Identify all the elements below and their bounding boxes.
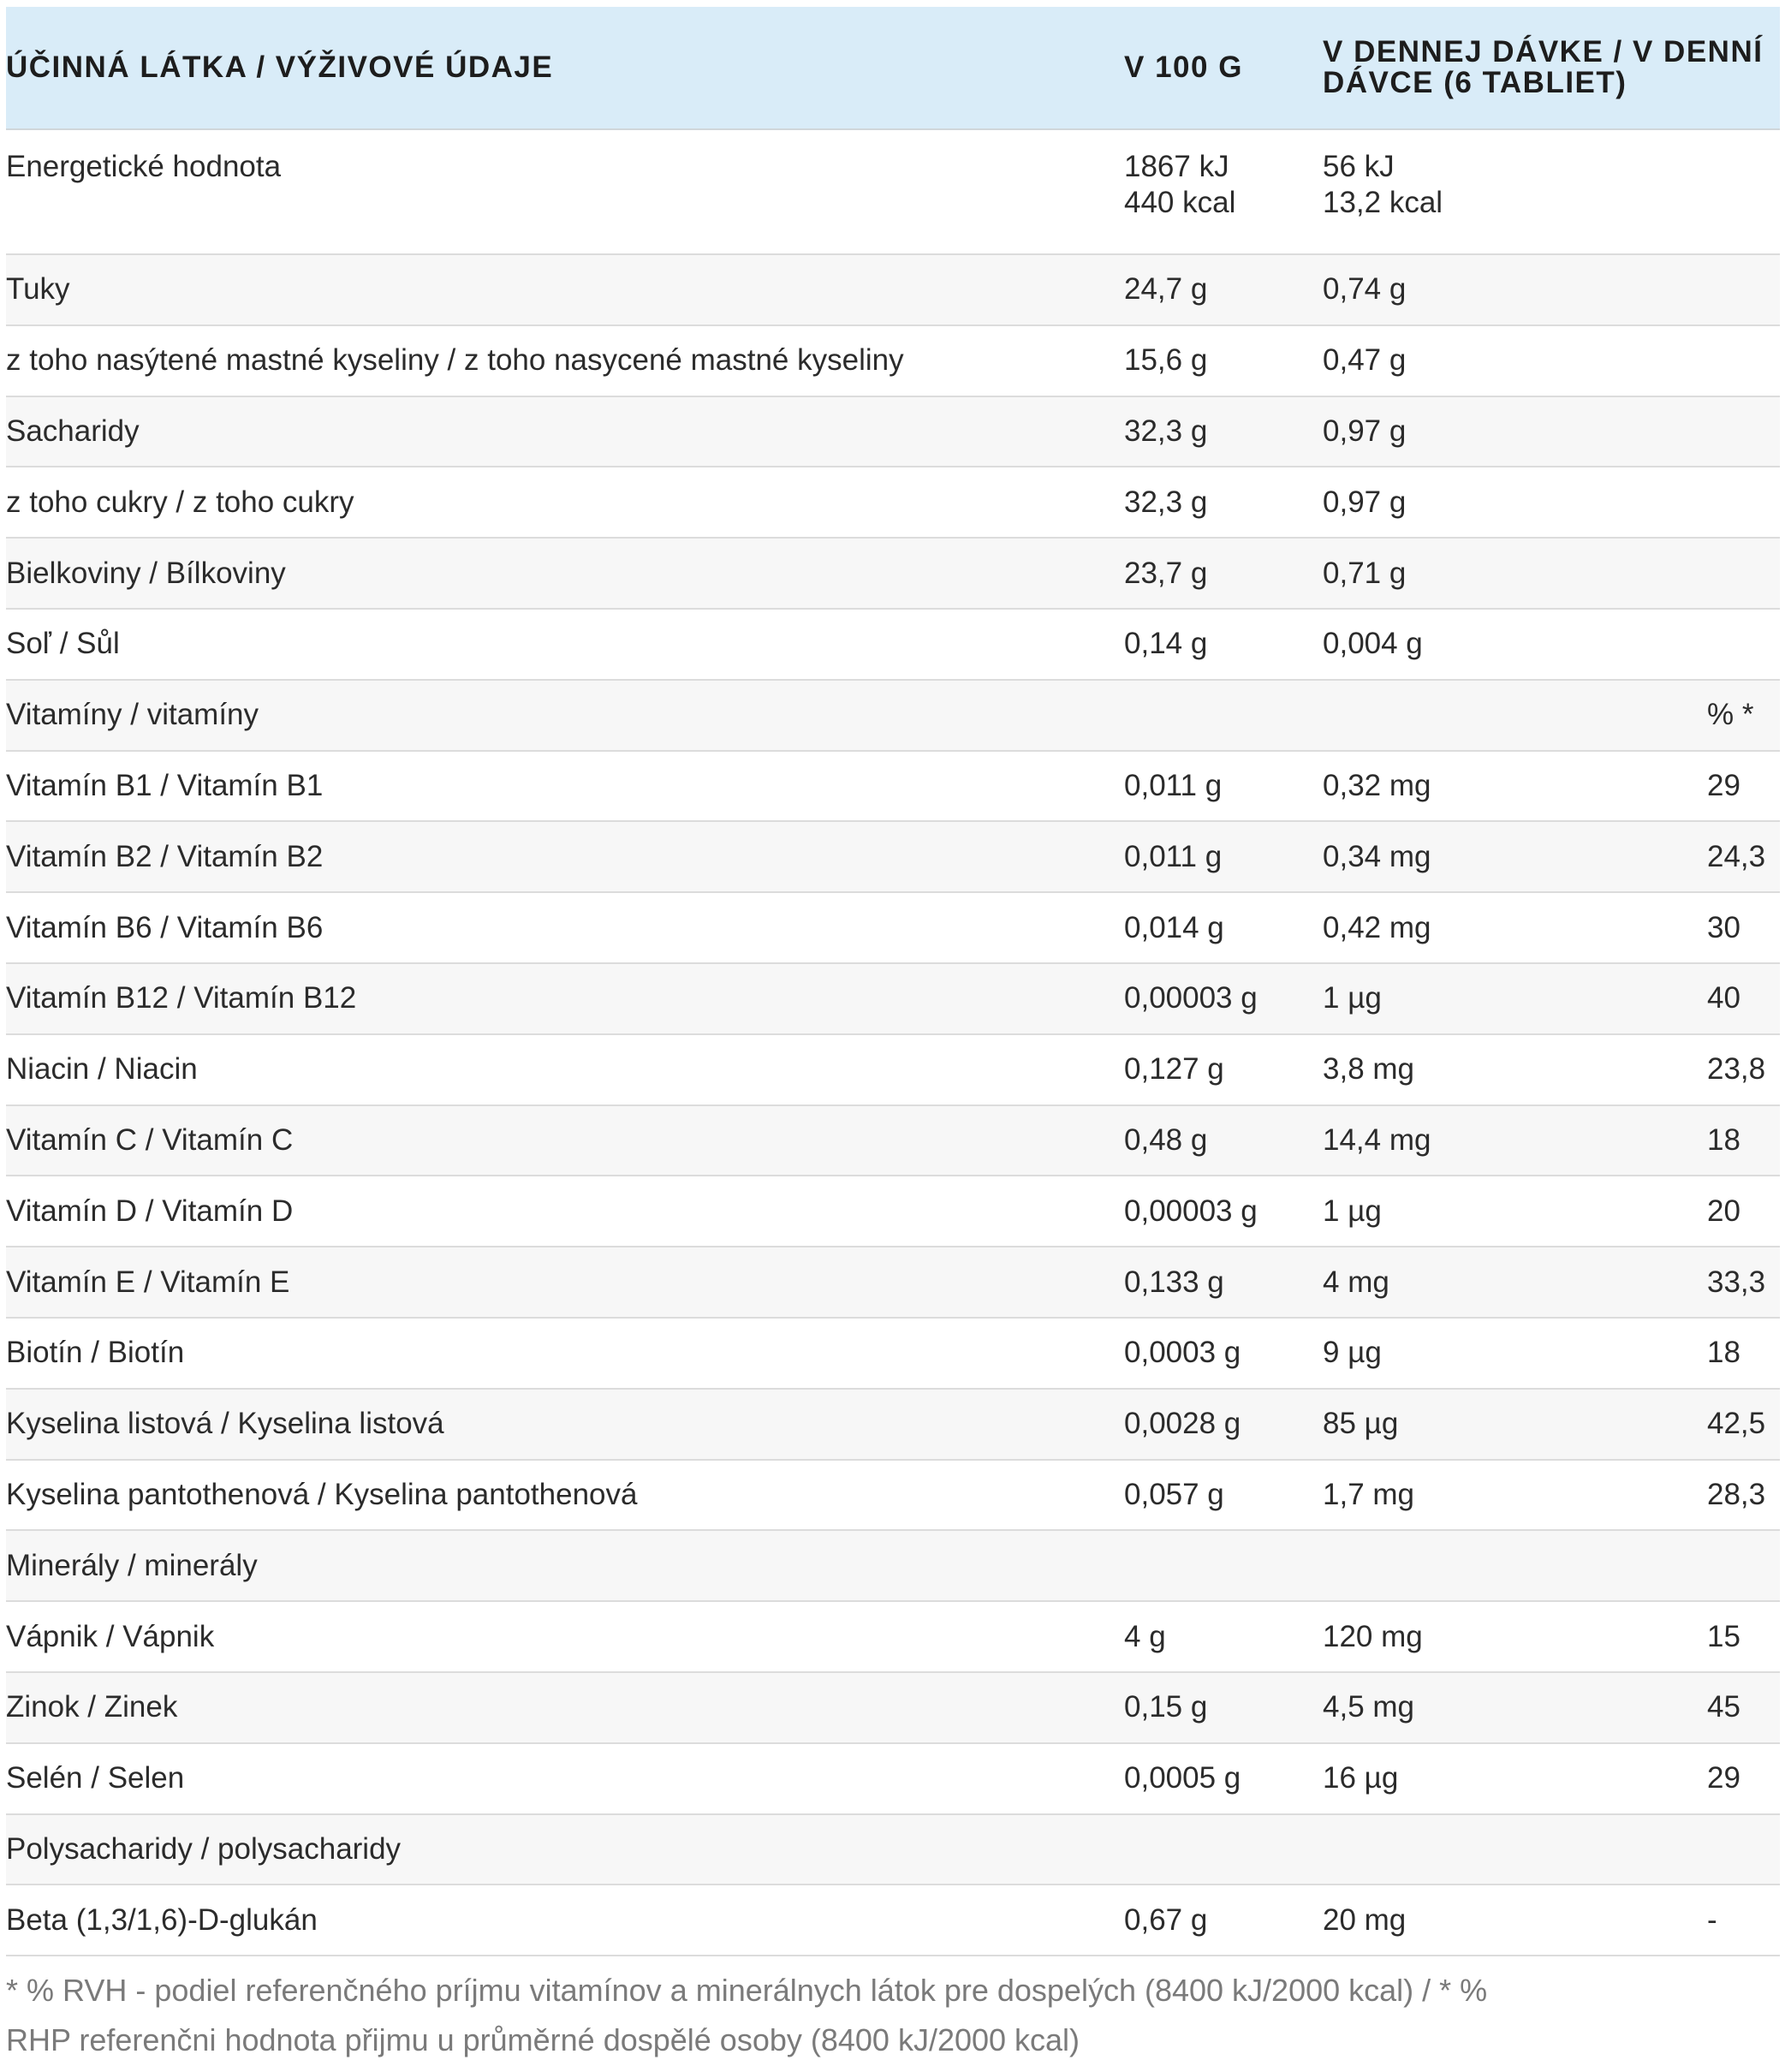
cell-per100: 23,7 g: [1124, 538, 1323, 609]
table-row: [6, 1884, 1780, 1956]
cell-per100: 0,0028 g: [1124, 1389, 1323, 1460]
cell-pct: [1707, 325, 1780, 396]
cell-name: Vitamín B12 / Vitamín B12: [6, 963, 1124, 1034]
cell-per100: 0,127 g: [1124, 1034, 1323, 1105]
nutrition-table-container: [6, 7, 1780, 1956]
table-header: [6, 7, 1780, 129]
cell-per100: [1124, 680, 1323, 751]
cell-name: z toho nasýtené mastné kyseliny / z toho nasycené mastné kyseliny: [6, 325, 1124, 396]
table-row: [6, 821, 1780, 892]
header-daily-line1: V DENNEJ DÁVKE /: [1323, 35, 1623, 68]
cell-pct: [1707, 609, 1780, 680]
cell-name: Energetické hodnota: [6, 129, 1124, 254]
cell-daily: 0,71 g: [1323, 538, 1707, 609]
cell-name: Vitamín D / Vitamín D: [6, 1176, 1124, 1247]
cell-pct: 23,8: [1707, 1034, 1780, 1105]
cell-pct: 40: [1707, 963, 1780, 1034]
cell-pct: [1707, 396, 1780, 467]
table-row: [6, 396, 1780, 467]
cell-daily: 4,5 mg: [1323, 1672, 1707, 1743]
cell-daily: 1,7 mg: [1323, 1460, 1707, 1531]
table-row: [6, 1105, 1780, 1176]
cell-per100: 0,00003 g: [1124, 963, 1323, 1034]
cell-per100: [1124, 1814, 1323, 1885]
header-daily-dose: [1323, 7, 1780, 129]
table-row: [6, 1389, 1780, 1460]
cell-pct: 18: [1707, 1105, 1780, 1176]
cell-pct: -: [1707, 1884, 1780, 1956]
cell-pct: 45: [1707, 1672, 1780, 1743]
cell-name: Vitamín C / Vitamín C: [6, 1105, 1124, 1176]
cell-name: Biotín / Biotín: [6, 1318, 1124, 1389]
table-row: [6, 1530, 1780, 1601]
table-row-energy: [6, 129, 1780, 254]
cell-pct: [1707, 538, 1780, 609]
footnote-line1: * % RVH - podiel referenčného príjmu vitamínov a minerálnych látok pre dospelých (8400 kJ/2000 kcal) / * %: [6, 1973, 1488, 2008]
cell-name: Selén / Selen: [6, 1743, 1124, 1814]
table-row: [6, 609, 1780, 680]
cell-per100: 32,3 g: [1124, 396, 1323, 467]
header-per-100g: V 100 G: [1124, 7, 1323, 129]
table-body: [6, 129, 1780, 1956]
cell-pct: 33,3: [1707, 1247, 1780, 1318]
cell-name: Kyselina pantothenová / Kyselina pantothenová: [6, 1460, 1124, 1531]
cell-per100: 0,057 g: [1124, 1460, 1323, 1531]
cell-per100: 0,014 g: [1124, 892, 1323, 963]
table-row: [6, 467, 1780, 538]
header-daily-line2: V DENNÍ DÁVCE: [1323, 35, 1764, 99]
cell-name: Vápnik / Vápnik: [6, 1601, 1124, 1672]
cell-per100: 0,14 g: [1124, 609, 1323, 680]
cell-per100: 0,00003 g: [1124, 1176, 1323, 1247]
cell-daily: [1323, 1530, 1707, 1601]
cell-per100-kcal: 440 kcal: [1124, 186, 1236, 219]
cell-pct: 18: [1707, 1318, 1780, 1389]
cell-pct: [1707, 1530, 1780, 1601]
cell-pct: 20: [1707, 1176, 1780, 1247]
cell-name: Vitamíny / vitamíny: [6, 680, 1124, 751]
cell-daily: 0,97 g: [1323, 396, 1707, 467]
cell-per100: 0,133 g: [1124, 1247, 1323, 1318]
cell-pct: [1707, 1814, 1780, 1885]
cell-name: Soľ / Sůl: [6, 609, 1124, 680]
cell-daily: 0,97 g: [1323, 467, 1707, 538]
cell-daily: 0,004 g: [1323, 609, 1707, 680]
cell-pct: % *: [1707, 680, 1780, 751]
cell-daily: 4 mg: [1323, 1247, 1707, 1318]
table-row: [6, 1743, 1780, 1814]
cell-daily: 1 µg: [1323, 1176, 1707, 1247]
table-row: [6, 1601, 1780, 1672]
cell-name: Sacharidy: [6, 396, 1124, 467]
cell-pct: 29: [1707, 751, 1780, 822]
table-row: [6, 751, 1780, 822]
table-row: [6, 1034, 1780, 1105]
header-daily-line3: (6 TABLIET): [1443, 66, 1627, 99]
cell-name: Polysacharidy / polysacharidy: [6, 1814, 1124, 1885]
cell-per100: 0,67 g: [1124, 1884, 1323, 1956]
cell-per100: 0,15 g: [1124, 1672, 1323, 1743]
table-row: [6, 680, 1780, 751]
nutrition-table: [6, 7, 1780, 1956]
cell-name: Bielkoviny / Bílkoviny: [6, 538, 1124, 609]
table-row: [6, 1672, 1780, 1743]
cell-daily: 3,8 mg: [1323, 1034, 1707, 1105]
table-row: [6, 963, 1780, 1034]
cell-per100: 0,0005 g: [1124, 1743, 1323, 1814]
cell-per100: 24,7 g: [1124, 254, 1323, 325]
table-row: [6, 892, 1780, 963]
cell-pct: 24,3: [1707, 821, 1780, 892]
table-row: [6, 1460, 1780, 1531]
cell-name: Vitamín E / Vitamín E: [6, 1247, 1124, 1318]
footnote-line2: RHP referenčni hodnota přijmu u průměrné dospělé osoby (8400 kJ/2000 kcal): [6, 2022, 1080, 2057]
cell-name: Vitamín B2 / Vitamín B2: [6, 821, 1124, 892]
cell-daily: 120 mg: [1323, 1601, 1707, 1672]
cell-daily: 0,32 mg: [1323, 751, 1707, 822]
cell-daily: 0,74 g: [1323, 254, 1707, 325]
table-row: [6, 538, 1780, 609]
cell-per100: 0,011 g: [1124, 821, 1323, 892]
cell-daily-kcal: 13,2 kcal: [1323, 186, 1443, 219]
cell-per100: 4 g: [1124, 1601, 1323, 1672]
cell-name: Niacin / Niacin: [6, 1034, 1124, 1105]
cell-name: Tuky: [6, 254, 1124, 325]
table-row: [6, 1176, 1780, 1247]
table-row: [6, 1318, 1780, 1389]
cell-pct: 30: [1707, 892, 1780, 963]
cell-daily: 1 µg: [1323, 963, 1707, 1034]
cell-pct: 28,3: [1707, 1460, 1780, 1531]
cell-name: Kyselina listová / Kyselina listová: [6, 1389, 1124, 1460]
cell-daily: [1323, 680, 1707, 751]
header-row: [6, 7, 1780, 129]
cell-daily: 16 µg: [1323, 1743, 1707, 1814]
cell-daily-kj: 56 kJ: [1323, 150, 1395, 183]
cell-name: Beta (1,3/1,6)-D-glukán: [6, 1884, 1124, 1956]
cell-daily: 9 µg: [1323, 1318, 1707, 1389]
cell-per100: 32,3 g: [1124, 467, 1323, 538]
header-ingredient: ÚČINNÁ LÁTKA / VÝŽIVOVÉ ÚDAJE: [6, 7, 1124, 129]
cell-pct: 42,5: [1707, 1389, 1780, 1460]
cell-daily: [1323, 129, 1707, 254]
cell-name: Vitamín B6 / Vitamín B6: [6, 892, 1124, 963]
cell-daily: 85 µg: [1323, 1389, 1707, 1460]
cell-per100: [1124, 1530, 1323, 1601]
cell-per100: 15,6 g: [1124, 325, 1323, 396]
cell-pct: 15: [1707, 1601, 1780, 1672]
cell-pct: 29: [1707, 1743, 1780, 1814]
cell-per100: 0,48 g: [1124, 1105, 1323, 1176]
table-row: [6, 254, 1780, 325]
cell-pct: [1707, 467, 1780, 538]
footnote: [6, 1966, 1752, 2065]
cell-per100: 0,0003 g: [1124, 1318, 1323, 1389]
cell-per100-kj: 1867 kJ: [1124, 150, 1229, 183]
cell-daily: 14,4 mg: [1323, 1105, 1707, 1176]
cell-name: Vitamín B1 / Vitamín B1: [6, 751, 1124, 822]
cell-pct: [1707, 254, 1780, 325]
table-row: [6, 1247, 1780, 1318]
cell-per100: [1124, 129, 1323, 254]
cell-daily: 0,47 g: [1323, 325, 1707, 396]
cell-per100: 0,011 g: [1124, 751, 1323, 822]
table-row: [6, 1814, 1780, 1885]
cell-daily: [1323, 1814, 1707, 1885]
cell-daily: 0,34 mg: [1323, 821, 1707, 892]
cell-name: Zinok / Zinek: [6, 1672, 1124, 1743]
table-row: [6, 325, 1780, 396]
cell-pct: [1707, 129, 1780, 254]
cell-daily: 0,42 mg: [1323, 892, 1707, 963]
cell-name: Minerály / minerály: [6, 1530, 1124, 1601]
cell-daily: 20 mg: [1323, 1884, 1707, 1956]
cell-name: z toho cukry / z toho cukry: [6, 467, 1124, 538]
